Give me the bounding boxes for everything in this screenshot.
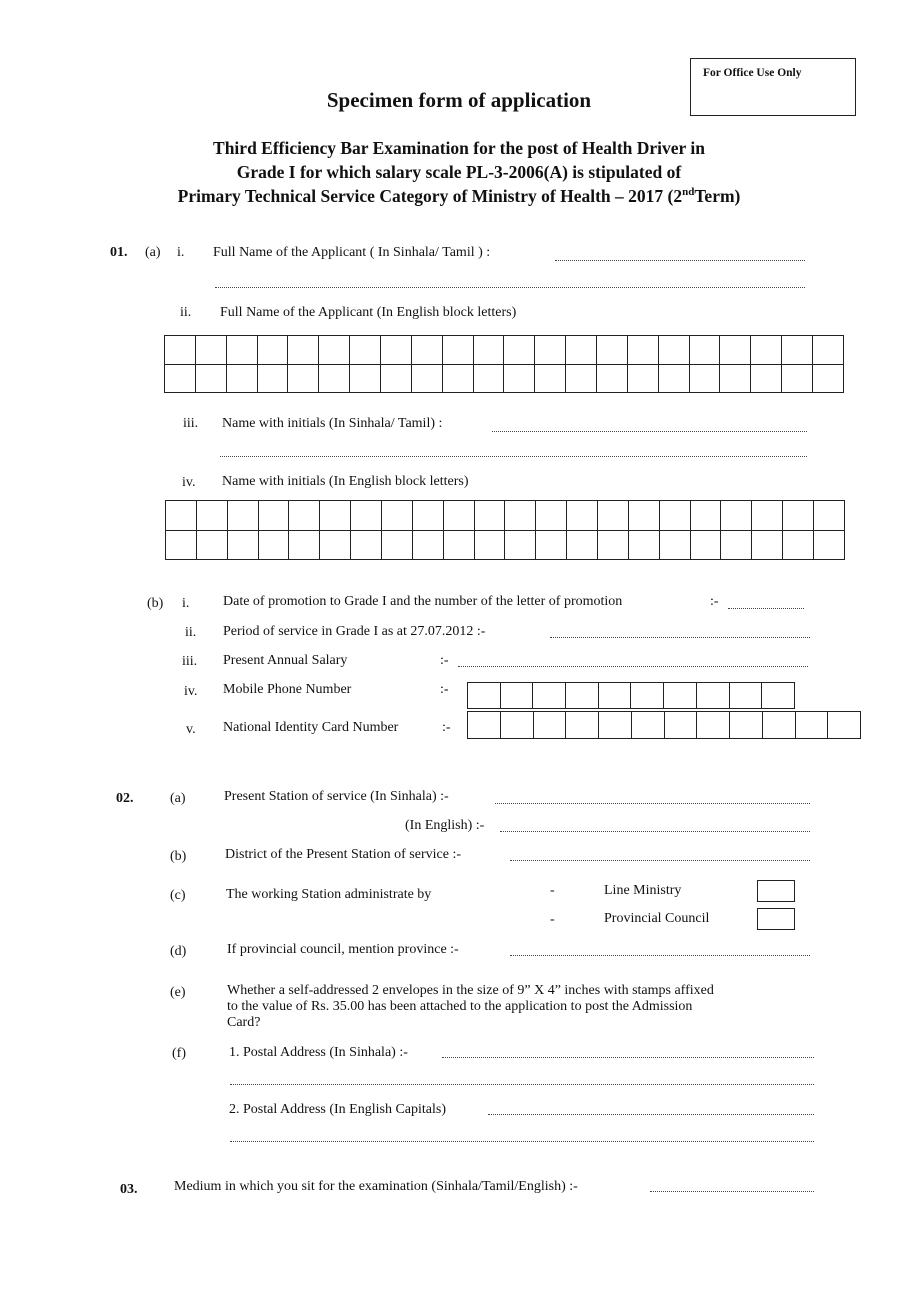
district-label: District of the Present Station of service :- bbox=[225, 847, 461, 862]
promotion-date-separator: :- bbox=[710, 594, 719, 609]
full-name-sinhala-field-line2[interactable] bbox=[215, 287, 805, 288]
grid-cell[interactable] bbox=[504, 336, 535, 365]
district-field[interactable] bbox=[510, 860, 810, 861]
grid-cell[interactable] bbox=[567, 530, 598, 560]
station-english-label: (In English) :- bbox=[405, 818, 485, 833]
grid-cell[interactable] bbox=[351, 501, 382, 531]
grid-cell[interactable] bbox=[350, 364, 381, 393]
section-02-number: 02. bbox=[116, 791, 134, 806]
initials-english-label: Name with initials (In English block letters) bbox=[222, 474, 469, 489]
mobile-phone-separator: :- bbox=[440, 682, 449, 697]
grid-cell[interactable] bbox=[257, 336, 288, 365]
initials-sinhala-field[interactable] bbox=[492, 431, 807, 432]
item-a-marker: (a) bbox=[145, 245, 161, 260]
promotion-date-label: Date of promotion to Grade I and the number of the letter of promotion bbox=[223, 594, 623, 609]
subtitle-line-1: Third Efficiency Bar Examination for the post of Health Driver in bbox=[213, 138, 705, 158]
mobile-phone-grid[interactable] bbox=[467, 682, 795, 709]
grid-cell[interactable] bbox=[627, 364, 658, 393]
postal-address-sinhala-field[interactable] bbox=[442, 1057, 814, 1058]
grid-cell[interactable] bbox=[598, 683, 631, 709]
item-2e-marker: (e) bbox=[170, 985, 186, 1000]
grid-cell[interactable] bbox=[720, 336, 751, 365]
grid-cell[interactable] bbox=[443, 501, 474, 531]
item-2f-marker: (f) bbox=[172, 1046, 186, 1061]
provincial-council-label: Provincial Council bbox=[604, 911, 710, 926]
grid-cell[interactable] bbox=[783, 501, 814, 531]
grid-cell[interactable] bbox=[227, 501, 258, 531]
grid-cell[interactable] bbox=[258, 501, 289, 531]
grid-cell[interactable] bbox=[474, 530, 505, 560]
item-b-marker: (b) bbox=[147, 596, 164, 611]
full-name-sinhala-label: Full Name of the Applicant ( In Sinhala/ Tamil ) : bbox=[213, 245, 491, 260]
grid-cell[interactable] bbox=[690, 501, 721, 531]
option-dash-2: - bbox=[550, 912, 555, 927]
grid-cell[interactable] bbox=[628, 501, 659, 531]
annual-salary-separator: :- bbox=[440, 653, 449, 668]
grid-cell[interactable] bbox=[442, 336, 473, 365]
line-ministry-checkbox[interactable] bbox=[757, 880, 795, 902]
grid-cell[interactable] bbox=[627, 336, 658, 365]
grid-cell[interactable] bbox=[659, 501, 690, 531]
item-b-iii-marker: iii. bbox=[182, 654, 198, 669]
subtitle-line-2: Grade I for which salary scale PL-3-2006(A) is stipulated of bbox=[236, 162, 682, 182]
grid-cell[interactable] bbox=[412, 501, 443, 531]
grid-cell[interactable] bbox=[411, 364, 442, 393]
grid-cell[interactable] bbox=[289, 501, 320, 531]
grid-cell[interactable] bbox=[597, 364, 628, 393]
province-field[interactable] bbox=[510, 955, 810, 956]
initials-english-grid[interactable] bbox=[165, 500, 845, 560]
subtitle-line-3: Primary Technical Service Category of Ministry of Health – 2017 (2ndTerm) bbox=[177, 186, 741, 206]
service-period-field[interactable] bbox=[550, 637, 810, 638]
grid-cell[interactable] bbox=[536, 530, 567, 560]
form-title: Specimen form of application bbox=[326, 88, 592, 112]
office-use-label: For Office Use Only bbox=[703, 67, 802, 79]
line-ministry-label: Line Ministry bbox=[604, 883, 682, 898]
grid-cell[interactable] bbox=[696, 683, 729, 709]
item-b-ii-marker: ii. bbox=[185, 625, 197, 640]
grid-cell[interactable] bbox=[195, 336, 226, 365]
item-i-marker: i. bbox=[177, 245, 185, 260]
item-iii-marker: iii. bbox=[183, 416, 199, 431]
grid-cell[interactable] bbox=[689, 364, 720, 393]
station-sinhala-field[interactable] bbox=[495, 803, 810, 804]
mobile-phone-label: Mobile Phone Number bbox=[223, 682, 352, 697]
working-station-label: The working Station administrate by bbox=[226, 887, 432, 902]
postal-address-english-label: 2. Postal Address (In English Capitals) bbox=[229, 1102, 446, 1117]
grid-cell[interactable] bbox=[505, 501, 536, 531]
grid-cell[interactable] bbox=[783, 530, 814, 560]
grid-cell[interactable] bbox=[319, 364, 350, 393]
nic-number-separator: :- bbox=[442, 720, 451, 735]
grid-cell[interactable] bbox=[351, 530, 382, 560]
grid-cell[interactable] bbox=[730, 712, 763, 739]
grid-cell[interactable] bbox=[697, 712, 730, 739]
grid-cell[interactable] bbox=[500, 683, 533, 709]
annual-salary-field[interactable] bbox=[458, 666, 808, 667]
grid-cell[interactable] bbox=[226, 364, 257, 393]
grid-cell[interactable] bbox=[689, 336, 720, 365]
grid-cell[interactable] bbox=[567, 501, 598, 531]
promotion-date-field[interactable] bbox=[728, 608, 804, 609]
initials-sinhala-label: Name with initials (In Sinhala/ Tamil) : bbox=[222, 416, 443, 431]
annual-salary-label: Present Annual Salary bbox=[223, 653, 348, 668]
grid-cell[interactable] bbox=[227, 530, 258, 560]
grid-cell[interactable] bbox=[196, 530, 227, 560]
grid-cell[interactable] bbox=[536, 501, 567, 531]
station-english-field[interactable] bbox=[500, 831, 810, 832]
item-iv-marker: iv. bbox=[182, 475, 196, 490]
grid-cell[interactable] bbox=[533, 712, 566, 739]
section-01-number: 01. bbox=[110, 245, 128, 260]
grid-cell[interactable] bbox=[721, 530, 752, 560]
grid-cell[interactable] bbox=[762, 683, 795, 709]
grid-cell[interactable] bbox=[631, 712, 664, 739]
grid-cell[interactable] bbox=[658, 336, 689, 365]
grid-cell[interactable] bbox=[350, 336, 381, 365]
grid-cell[interactable] bbox=[721, 501, 752, 531]
province-label: If provincial council, mention province :- bbox=[227, 942, 459, 957]
postal-address-sinhala-label: 1. Postal Address (In Sinhala) :- bbox=[229, 1045, 408, 1060]
item-2d-marker: (d) bbox=[170, 944, 187, 959]
grid-cell[interactable] bbox=[533, 683, 566, 709]
grid-cell[interactable] bbox=[468, 712, 501, 739]
grid-cell[interactable] bbox=[659, 530, 690, 560]
nic-number-grid[interactable] bbox=[467, 711, 861, 739]
nic-number-label: National Identity Card Number bbox=[223, 720, 399, 735]
grid-cell[interactable] bbox=[320, 501, 351, 531]
grid-cell[interactable] bbox=[412, 530, 443, 560]
grid-cell[interactable] bbox=[690, 530, 721, 560]
postal-address-english-field-line2[interactable] bbox=[230, 1141, 814, 1142]
grid-cell[interactable] bbox=[729, 683, 762, 709]
provincial-council-checkbox[interactable] bbox=[757, 908, 795, 930]
grid-cell[interactable] bbox=[288, 364, 319, 393]
grid-cell[interactable] bbox=[473, 336, 504, 365]
grid-cell[interactable] bbox=[566, 364, 597, 393]
item-b-i-marker: i. bbox=[182, 596, 190, 611]
grid-cell[interactable] bbox=[782, 364, 813, 393]
grid-cell[interactable] bbox=[720, 364, 751, 393]
grid-cell[interactable] bbox=[535, 336, 566, 365]
grid-cell[interactable] bbox=[504, 364, 535, 393]
grid-cell[interactable] bbox=[474, 501, 505, 531]
grid-cell[interactable] bbox=[597, 336, 628, 365]
grid-cell[interactable] bbox=[442, 364, 473, 393]
grid-cell[interactable] bbox=[795, 712, 828, 739]
envelopes-question-line-3: Card? bbox=[227, 1015, 261, 1030]
grid-cell[interactable] bbox=[166, 530, 197, 560]
grid-cell[interactable] bbox=[381, 336, 412, 365]
grid-cell[interactable] bbox=[566, 712, 599, 739]
item-b-iv-marker: iv. bbox=[184, 684, 198, 699]
item-2b-marker: (b) bbox=[170, 849, 187, 864]
grid-cell[interactable] bbox=[664, 712, 697, 739]
grid-cell[interactable] bbox=[320, 530, 351, 560]
grid-cell[interactable] bbox=[468, 683, 501, 709]
grid-cell[interactable] bbox=[598, 530, 629, 560]
grid-cell[interactable] bbox=[752, 530, 783, 560]
grid-cell[interactable] bbox=[751, 364, 782, 393]
grid-cell[interactable] bbox=[500, 712, 533, 739]
grid-cell[interactable] bbox=[752, 501, 783, 531]
grid-cell[interactable] bbox=[535, 364, 566, 393]
envelopes-question-line-2: to the value of Rs. 35.00 has been attached to the application to post the Admission bbox=[227, 999, 693, 1014]
medium-field[interactable] bbox=[650, 1191, 814, 1192]
postal-address-english-field[interactable] bbox=[488, 1114, 814, 1115]
grid-cell[interactable] bbox=[782, 336, 813, 365]
grid-cell[interactable] bbox=[814, 530, 845, 560]
item-b-v-marker: v. bbox=[186, 722, 196, 737]
grid-cell[interactable] bbox=[813, 364, 844, 393]
grid-cell[interactable] bbox=[473, 364, 504, 393]
envelopes-question-line-1: Whether a self-addressed 2 envelopes in the size of 9” X 4” inches with stamps affixed bbox=[227, 983, 714, 998]
grid-cell[interactable] bbox=[814, 501, 845, 531]
postal-address-sinhala-field-line2[interactable] bbox=[230, 1084, 814, 1085]
grid-cell[interactable] bbox=[165, 364, 196, 393]
grid-cell[interactable] bbox=[382, 530, 413, 560]
grid-cell[interactable] bbox=[443, 530, 474, 560]
grid-cell[interactable] bbox=[664, 683, 697, 709]
grid-cell[interactable] bbox=[598, 501, 629, 531]
initials-sinhala-field-line2[interactable] bbox=[220, 456, 807, 457]
grid-cell[interactable] bbox=[196, 501, 227, 531]
grid-cell[interactable] bbox=[658, 364, 689, 393]
grid-cell[interactable] bbox=[166, 501, 197, 531]
grid-cell[interactable] bbox=[288, 336, 319, 365]
full-name-sinhala-field[interactable] bbox=[555, 260, 805, 261]
grid-cell[interactable] bbox=[813, 336, 844, 365]
grid-cell[interactable] bbox=[411, 336, 442, 365]
grid-cell[interactable] bbox=[566, 336, 597, 365]
station-sinhala-label: Present Station of service (In Sinhala) :- bbox=[224, 789, 449, 804]
option-dash-1: - bbox=[550, 883, 555, 898]
item-2c-marker: (c) bbox=[170, 888, 186, 903]
grid-cell[interactable] bbox=[165, 336, 196, 365]
grid-cell[interactable] bbox=[195, 364, 226, 393]
grid-cell[interactable] bbox=[505, 530, 536, 560]
section-03-number: 03. bbox=[120, 1182, 138, 1197]
full-name-english-grid[interactable] bbox=[164, 335, 844, 393]
service-period-label: Period of service in Grade I as at 27.07.2012 :- bbox=[223, 624, 486, 639]
grid-cell[interactable] bbox=[599, 712, 632, 739]
grid-cell[interactable] bbox=[762, 712, 795, 739]
grid-cell[interactable] bbox=[828, 712, 861, 739]
grid-cell[interactable] bbox=[566, 683, 599, 709]
grid-cell[interactable] bbox=[289, 530, 320, 560]
grid-cell[interactable] bbox=[257, 364, 288, 393]
grid-cell[interactable] bbox=[382, 501, 413, 531]
grid-cell[interactable] bbox=[628, 530, 659, 560]
grid-cell[interactable] bbox=[258, 530, 289, 560]
full-name-english-label: Full Name of the Applicant (In English block letters) bbox=[220, 305, 517, 320]
item-ii-marker: ii. bbox=[180, 305, 192, 320]
grid-cell[interactable] bbox=[226, 336, 257, 365]
grid-cell[interactable] bbox=[631, 683, 664, 709]
grid-cell[interactable] bbox=[381, 364, 412, 393]
grid-cell[interactable] bbox=[319, 336, 350, 365]
medium-label: Medium in which you sit for the examination (Sinhala/Tamil/English) :- bbox=[174, 1179, 578, 1194]
item-2a-marker: (a) bbox=[170, 791, 186, 806]
grid-cell[interactable] bbox=[751, 336, 782, 365]
